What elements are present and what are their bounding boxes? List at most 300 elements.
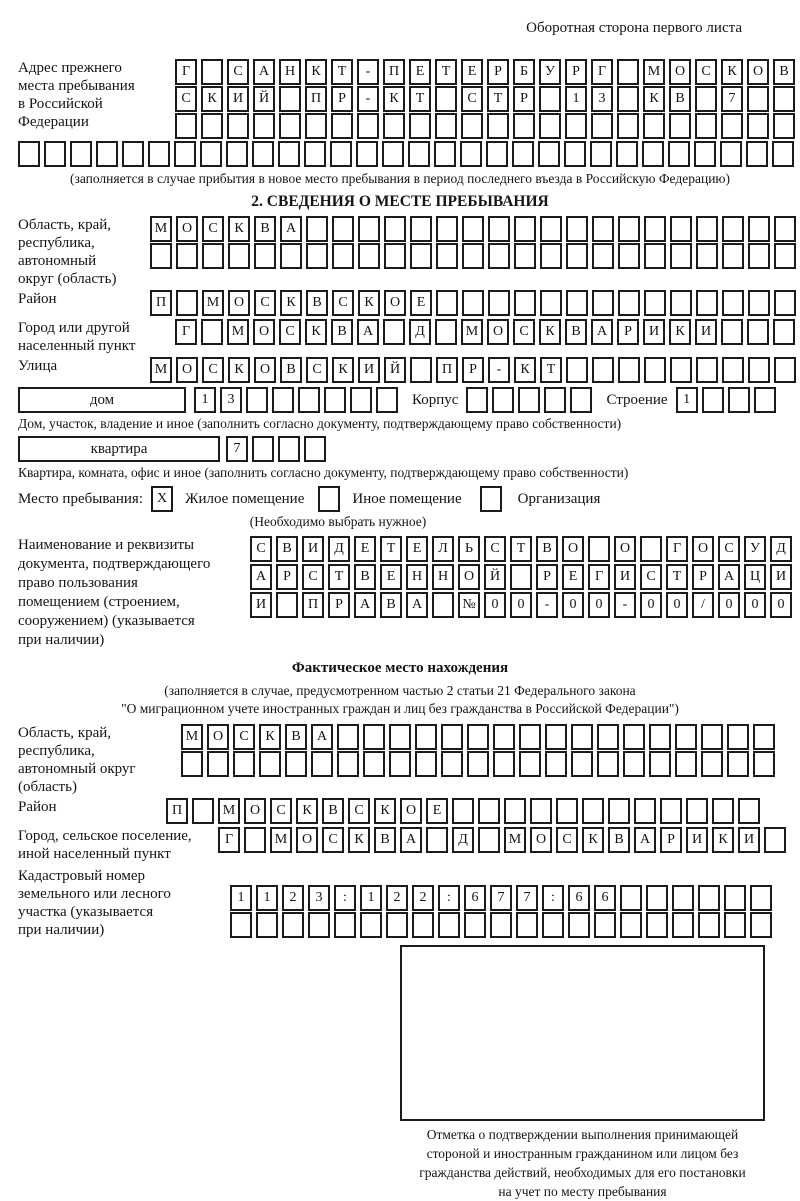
char-cell — [774, 357, 796, 383]
char-cell — [488, 243, 510, 269]
char-cell — [202, 243, 224, 269]
char-cell — [174, 141, 196, 167]
char-cell — [774, 290, 796, 316]
char-cell — [382, 141, 404, 167]
char-cell — [279, 113, 301, 139]
char-cell: Н — [406, 564, 428, 590]
label-line: (область) — [18, 779, 77, 795]
char-cell — [675, 751, 697, 777]
char-cell — [207, 751, 229, 777]
char-cell — [415, 724, 437, 750]
char-cell: Р — [617, 319, 639, 345]
char-cell — [566, 216, 588, 242]
char-cell — [540, 216, 562, 242]
char-cell — [435, 113, 457, 139]
char-cell — [278, 436, 300, 462]
prev-address-field — [18, 59, 800, 140]
char-cell: Л — [432, 536, 454, 562]
char-row — [175, 86, 799, 112]
char-cell — [350, 387, 372, 413]
char-cell: К — [348, 827, 370, 853]
char-cell: С — [302, 564, 324, 590]
char-cell — [618, 290, 640, 316]
char-cell: А — [634, 827, 656, 853]
char-cell: А — [354, 592, 376, 618]
char-cell — [410, 243, 432, 269]
house-number-cells — [194, 387, 402, 413]
char-cell: В — [285, 724, 307, 750]
char-cell: С — [270, 798, 292, 824]
char-cell: Е — [406, 536, 428, 562]
char-cell — [148, 141, 170, 167]
char-cell: С — [556, 827, 578, 853]
label-line: в Российской — [18, 96, 103, 112]
char-cell — [592, 243, 614, 269]
char-cell — [701, 751, 723, 777]
char-cell — [486, 141, 508, 167]
option-residential-label: Жилое помещение — [185, 490, 305, 507]
char-cell: О — [384, 290, 406, 316]
char-cell — [519, 724, 541, 750]
char-cell: : — [542, 885, 564, 911]
char-cell — [432, 592, 454, 618]
char-cell: К — [358, 290, 380, 316]
char-cell — [358, 216, 380, 242]
char-cell — [192, 798, 214, 824]
char-cell — [409, 113, 431, 139]
char-cell — [282, 912, 304, 938]
char-cell — [571, 724, 593, 750]
char-cell — [337, 751, 359, 777]
char-cell — [436, 243, 458, 269]
char-cell — [618, 243, 640, 269]
char-cell — [363, 751, 385, 777]
char-cell: - — [357, 86, 379, 112]
char-cell — [568, 912, 590, 938]
char-cell — [308, 912, 330, 938]
char-cell — [588, 536, 610, 562]
char-cell: С — [202, 216, 224, 242]
char-cell: 3 — [308, 885, 330, 911]
char-cell — [461, 113, 483, 139]
char-cell — [530, 798, 552, 824]
char-cell — [721, 113, 743, 139]
char-cell: 0 — [744, 592, 766, 618]
actual-region-label — [18, 724, 181, 796]
char-cell — [256, 912, 278, 938]
label-line: места пребывания — [18, 78, 135, 94]
char-cell: Г — [666, 536, 688, 562]
char-cell — [376, 387, 398, 413]
char-cell: О — [207, 724, 229, 750]
char-cell — [254, 243, 276, 269]
actual-region-field — [18, 724, 800, 796]
document-field — [18, 536, 800, 650]
char-cell — [694, 141, 716, 167]
char-cell: Р — [660, 827, 682, 853]
char-cell: 1 — [230, 885, 252, 911]
char-cell: К — [305, 319, 327, 345]
char-cell — [389, 751, 411, 777]
char-cell: П — [150, 290, 172, 316]
char-cell — [566, 290, 588, 316]
char-cell: П — [305, 86, 327, 112]
char-cell: Й — [253, 86, 275, 112]
char-cell: Й — [384, 357, 406, 383]
char-cell: К — [280, 290, 302, 316]
char-cell — [773, 319, 795, 345]
char-cell: Т — [666, 564, 688, 590]
char-cell — [724, 885, 746, 911]
char-cell — [617, 113, 639, 139]
char-cell — [415, 751, 437, 777]
apartment-cells — [226, 436, 330, 462]
label-line: Область, край, — [18, 725, 112, 741]
char-cell: О — [400, 798, 422, 824]
char-cell: С — [513, 319, 535, 345]
char-cell — [228, 243, 250, 269]
char-cell: В — [331, 319, 353, 345]
char-cell — [493, 724, 515, 750]
char-cell: К — [305, 59, 327, 85]
char-cell — [649, 751, 671, 777]
label-line: документа, подтверждающего — [18, 556, 211, 572]
label-line: Наименование и реквизиты — [18, 537, 195, 553]
char-cell — [565, 113, 587, 139]
char-cell — [278, 141, 300, 167]
char-cell — [383, 113, 405, 139]
char-cell: - — [614, 592, 636, 618]
char-cell — [246, 387, 268, 413]
cadastral-field — [18, 867, 800, 939]
char-cell: 0 — [666, 592, 688, 618]
char-cell: О — [747, 59, 769, 85]
char-cell — [488, 216, 510, 242]
char-cell: И — [643, 319, 665, 345]
char-cell: В — [608, 827, 630, 853]
char-cell — [252, 141, 274, 167]
char-cell: Т — [409, 86, 431, 112]
char-cell: С — [254, 290, 276, 316]
label-line: Федерации — [18, 114, 89, 130]
char-cell: : — [438, 885, 460, 911]
char-cell — [748, 290, 770, 316]
char-cell — [462, 243, 484, 269]
char-cell: О — [614, 536, 636, 562]
char-cell — [617, 86, 639, 112]
char-cell: П — [436, 357, 458, 383]
char-cell: С — [227, 59, 249, 85]
char-cell: Е — [562, 564, 584, 590]
char-cell — [702, 387, 724, 413]
char-cell — [311, 751, 333, 777]
char-cell: У — [539, 59, 561, 85]
char-cell: 0 — [718, 592, 740, 618]
char-cell: М — [202, 290, 224, 316]
char-cell — [753, 751, 775, 777]
char-cell — [383, 319, 405, 345]
char-cell: 0 — [640, 592, 662, 618]
char-cell: С — [175, 86, 197, 112]
char-cell — [695, 86, 717, 112]
stay-type-row — [18, 486, 800, 512]
char-cell: Н — [432, 564, 454, 590]
char-cell: К — [201, 86, 223, 112]
char-cell — [608, 798, 630, 824]
char-cell — [686, 798, 708, 824]
char-cell: В — [565, 319, 587, 345]
char-cell — [462, 290, 484, 316]
char-cell — [646, 912, 668, 938]
char-cell — [410, 357, 432, 383]
char-cell: С — [461, 86, 483, 112]
char-cell: Е — [461, 59, 483, 85]
char-cell — [280, 243, 302, 269]
char-cell — [591, 113, 613, 139]
char-cell — [358, 243, 380, 269]
document-label — [18, 536, 250, 650]
city-label — [18, 319, 175, 355]
char-cell — [750, 912, 772, 938]
confirmation-note — [400, 1125, 765, 1201]
char-cell — [544, 387, 566, 413]
char-cell — [467, 751, 489, 777]
char-cell: К — [582, 827, 604, 853]
char-cell — [668, 141, 690, 167]
char-cell — [753, 724, 775, 750]
char-row — [150, 290, 800, 316]
label-line: Отметка о подтверждении выполнения принимающей — [426, 1127, 739, 1142]
char-cell — [356, 141, 378, 167]
label-line: автономный — [18, 253, 97, 269]
char-cell — [410, 216, 432, 242]
char-cell: Р — [487, 59, 509, 85]
prev-address-grid — [175, 59, 799, 140]
char-cell — [514, 216, 536, 242]
char-cell — [594, 912, 616, 938]
char-cell: - — [536, 592, 558, 618]
char-cell — [332, 216, 354, 242]
char-row — [166, 798, 764, 824]
char-cell — [538, 141, 560, 167]
char-cell: Т — [331, 59, 353, 85]
char-cell — [412, 912, 434, 938]
char-cell: С — [202, 357, 224, 383]
char-cell: Т — [510, 536, 532, 562]
section2-title: 2. СВЕДЕНИЯ О МЕСТЕ ПРЕБЫВАНИЯ — [251, 193, 549, 210]
char-cell — [518, 387, 540, 413]
street-field — [18, 357, 800, 384]
char-cell — [750, 885, 772, 911]
label-line: республика, — [18, 743, 95, 759]
char-cell: Е — [410, 290, 432, 316]
char-cell: С — [233, 724, 255, 750]
char-cell: 0 — [510, 592, 532, 618]
char-cell: А — [591, 319, 613, 345]
char-cell: И — [227, 86, 249, 112]
char-cell: Д — [409, 319, 431, 345]
char-cell: В — [354, 564, 376, 590]
char-cell — [616, 141, 638, 167]
char-cell — [363, 724, 385, 750]
char-cell: 3 — [220, 387, 242, 413]
char-cell: К — [712, 827, 734, 853]
char-cell — [331, 113, 353, 139]
char-cell — [675, 724, 697, 750]
char-row — [230, 885, 776, 911]
char-cell — [357, 113, 379, 139]
char-cell: Ц — [744, 564, 766, 590]
char-cell — [514, 290, 536, 316]
char-cell: Р — [328, 592, 350, 618]
char-cell: С — [640, 564, 662, 590]
char-cell: - — [357, 59, 379, 85]
char-cell — [747, 319, 769, 345]
char-cell: В — [773, 59, 795, 85]
char-cell — [701, 724, 723, 750]
char-cell — [514, 243, 536, 269]
char-cell: И — [770, 564, 792, 590]
char-cell — [539, 86, 561, 112]
char-cell — [466, 387, 488, 413]
char-cell: 1 — [256, 885, 278, 911]
char-cell: Р — [462, 357, 484, 383]
confirmation-stamp-box — [400, 945, 765, 1121]
char-cell: К — [259, 724, 281, 750]
char-cell — [670, 357, 692, 383]
char-cell: А — [400, 827, 422, 853]
char-cell — [623, 724, 645, 750]
char-cell: 7 — [490, 885, 512, 911]
char-cell — [384, 243, 406, 269]
char-cell — [712, 798, 734, 824]
house-note: Дом, участок, владение и иное (заполнить согласно документу, подтверждающему право собственности) — [18, 416, 622, 431]
char-cell — [545, 751, 567, 777]
char-cell — [334, 912, 356, 938]
char-cell: С — [250, 536, 272, 562]
char-cell: О — [253, 319, 275, 345]
char-cell: И — [358, 357, 380, 383]
char-cell — [276, 592, 298, 618]
char-cell — [122, 141, 144, 167]
char-cell: В — [380, 592, 402, 618]
document-grid — [250, 536, 796, 619]
char-cell — [227, 113, 249, 139]
cadastral-label — [18, 867, 230, 939]
char-cell — [201, 113, 223, 139]
char-cell — [259, 751, 281, 777]
char-cell — [389, 724, 411, 750]
apartment-label-box: квартира — [18, 436, 220, 462]
char-cell — [176, 290, 198, 316]
char-row — [175, 319, 799, 345]
char-cell: С — [279, 319, 301, 345]
char-cell: О — [487, 319, 509, 345]
char-row — [230, 912, 776, 938]
char-cell: Т — [540, 357, 562, 383]
char-cell — [592, 357, 614, 383]
char-cell — [644, 216, 666, 242]
city-field — [18, 319, 800, 355]
label-line: Адрес прежнего — [18, 60, 122, 76]
char-cell — [672, 885, 694, 911]
actual-district-label: Район — [18, 799, 57, 815]
label-line: гражданства действий, необходимых для его постановки — [419, 1165, 746, 1180]
char-cell: Г — [175, 59, 197, 85]
char-cell: С — [484, 536, 506, 562]
korpus-cells — [466, 387, 596, 413]
char-cell: П — [302, 592, 324, 618]
char-cell: О — [562, 536, 584, 562]
char-cell: И — [686, 827, 708, 853]
char-cell — [642, 141, 664, 167]
char-cell: А — [357, 319, 379, 345]
char-cell: 2 — [412, 885, 434, 911]
char-cell — [669, 113, 691, 139]
char-cell — [435, 319, 457, 345]
char-cell — [646, 885, 668, 911]
char-cell: О — [669, 59, 691, 85]
char-cell — [724, 912, 746, 938]
char-cell: 6 — [594, 885, 616, 911]
char-cell: 1 — [676, 387, 698, 413]
char-cell: С — [718, 536, 740, 562]
checkbox-other-premises — [318, 486, 340, 512]
char-cell — [582, 798, 604, 824]
char-cell — [253, 113, 275, 139]
char-cell — [226, 141, 248, 167]
char-cell — [670, 290, 692, 316]
char-cell — [623, 751, 645, 777]
char-cell — [201, 319, 223, 345]
char-cell: 1 — [565, 86, 587, 112]
char-cell: Т — [328, 564, 350, 590]
char-cell — [305, 113, 327, 139]
char-cell: В — [669, 86, 691, 112]
char-cell — [504, 798, 526, 824]
char-cell: М — [643, 59, 665, 85]
char-cell — [774, 216, 796, 242]
char-cell: 7 — [721, 86, 743, 112]
char-cell: М — [150, 357, 172, 383]
char-cell: С — [695, 59, 717, 85]
char-cell: А — [250, 564, 272, 590]
char-cell: К — [643, 86, 665, 112]
char-cell — [764, 827, 786, 853]
char-cell: Ь — [458, 536, 480, 562]
char-cell: К — [374, 798, 396, 824]
char-cell — [722, 216, 744, 242]
char-cell: 0 — [562, 592, 584, 618]
label-line: при наличии) — [18, 632, 105, 648]
char-cell: А — [718, 564, 740, 590]
char-cell: В — [306, 290, 328, 316]
char-cell: С — [348, 798, 370, 824]
char-cell — [441, 751, 463, 777]
char-cell: № — [458, 592, 480, 618]
char-cell: Д — [770, 536, 792, 562]
actual-city-field — [18, 827, 800, 863]
char-cell: М — [270, 827, 292, 853]
char-cell: А — [280, 216, 302, 242]
char-cell: 7 — [516, 885, 538, 911]
char-cell — [44, 141, 66, 167]
char-cell — [545, 724, 567, 750]
label-line: Область, край, — [18, 217, 112, 233]
char-cell — [493, 751, 515, 777]
char-cell — [634, 798, 656, 824]
char-cell: 0 — [588, 592, 610, 618]
